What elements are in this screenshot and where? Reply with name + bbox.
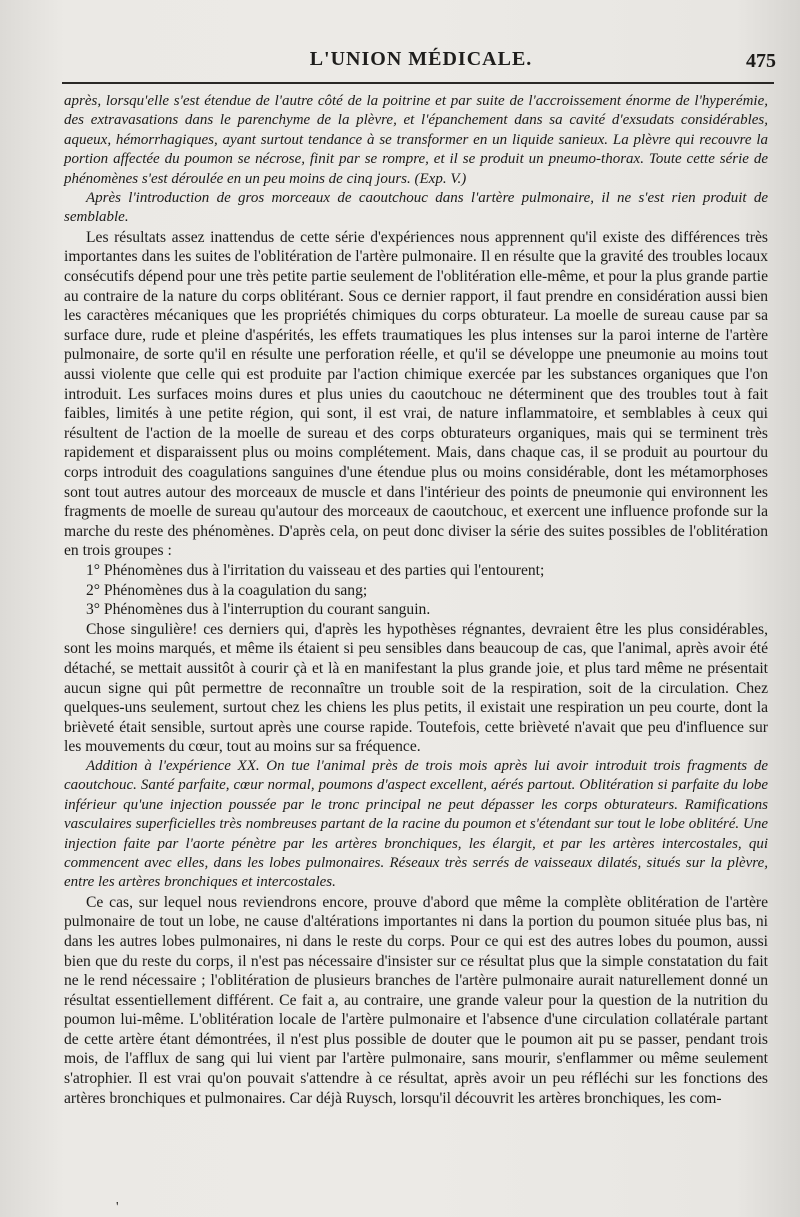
header-rule bbox=[62, 82, 774, 84]
page-header bbox=[62, 44, 780, 80]
body-text bbox=[64, 92, 768, 1108]
footer-mark: ' bbox=[116, 1200, 119, 1215]
paragraph-addition-experience-xx: Addition à l'expérience XX. On tue l'animal près de trois mois après lui avoir introduit trois fragments de caoutchouc. Santé parfaite, cœur normal, poumons d'aspect excellent, aérés partout. Oblitération si parfaite du lobe inférieur qu'une injection poussée par le tronc principal ne peut dépasser les corps obturateurs. Ramifications vasculaires superficielles très nombreuses partant de la racine du poumon et s'étendant sur tout le lobe oblitéré. Une injection faite par l'aorte pénètre par les artères bronchiques, les élargit, et par les artères intercostales, qui commencent avec elles, dans les lobes pulmonaires. Réseaux très serrés de vaisseaux dilatés, situés sur la plèvre, entre les artères bronchiques et intercostales. bbox=[64, 757, 768, 891]
running-title: L'UNION MÉDICALE. bbox=[309, 48, 533, 70]
list-item-coagulation: 2° Phénomènes dus à la coagulation du sang; bbox=[86, 581, 368, 599]
list-item-interruption: 3° Phénomènes dus à l'interruption du courant sanguin. bbox=[86, 601, 431, 619]
paragraph-ce-cas: Ce cas, sur lequel nous reviendrons encore, prouve d'abord que même la complète oblitération de l'artère pulmonaire de tout un lobe, ne cause d'altérations importantes ni dans la portion du poumon située plus bas, ni dans les autres lobes pulmonaires, ni dans le reste du corps. Pour ce qui est des autres lobes du poumon, aussi bien que du reste du corps, il n'est pas nécessaire d'insister sur ce résultat plus que la simple constatation du fait ne le rend nécessaire ; l'oblitération de plusieurs branches de l'artère pulmonaire aurait naturellement donné un résultat essentiellement différent. Ce fait a, au contraire, une grande valeur pour la question de la nutrition du poumon lui-même. L'oblitération locale de l'artère pulmonaire et l'absence d'une circulation collatérale partant de cette artère étant démontrées, il n'est plus possible de douter que le poumon ait pu se passer, pendant trois mois, de l'afflux de sang qui lui vient par l'artère pulmonaire, sans mourir, s'enflammer ou même seulement s'atrophier. Il est vrai qu'on pouvait s'attendre à ce résultat, après avoir un peu réfléchi sur les fonctions des artères bronchiques et pulmonaires. Car déjà Ruysch, lorsqu'il découvrit les artères bronchiques, les com- bbox=[64, 893, 768, 1107]
page-number: 475 bbox=[746, 50, 776, 72]
paragraph-chose-singuliere: Chose singulière! ces derniers qui, d'après les hypothèses régnantes, devraient être les plus considérables, sont les moins marqués, et même ils étaient si peu sensibles dans beaucoup de cas, que l'animal, après avoir été détaché, se mettait aussitôt à courir çà et là en manifestant la plus grande joie, et plus tard même ne présentait aucun signe qui pût permettre de reconnaître un trouble soit de la respiration, soit de la circulation. Chez quelques-uns seulement, surtout chez les chiens les plus petits, il existait une respiration un peu courte, dont la brièveté était sensible, surtout après une course rapide. Toutefois, cette brièveté n'avait que peu d'influence sur les mouvements du cœur, tout au moins sur sa fréquence. bbox=[64, 620, 768, 756]
paragraph-exp-v-continuation: après, lorsqu'elle s'est étendue de l'autre côté de la poitrine et par suite de l'accroissement énorme de l'hyperémie, des extravasations dans le parenchyme de la plèvre, et l'épanchement dans sa cavité d'exsudats considérables, aqueux, hémorrhagiques, ayant surtout tendance à se transformer en un liquide sanieux. La plèvre qui recouvre la portion affectée du poumon se nécrose, finit par se rompre, et il se produit un pneumo-thorax. Toute cette série de phénomènes s'est déroulée en un peu moins de cinq jours. (Exp. V.) bbox=[64, 93, 768, 187]
paragraph-results: Les résultats assez inattendus de cette série d'expériences nous apprennent qu'il existe des différences très importantes dans les suites de l'oblitération de l'artère pulmonaire. Il en résulte que la gravité des troubles locaux consécutifs dépend pour une très petite partie seulement de l'oblitération elle-même, et pour la plus grande partie au contraire de la nature du corps oblitérant. Sous ce dernier rapport, il faut prendre en considération aussi bien les caractères mécaniques que les propriétés chimiques du corps obturateur. La moelle de sureau cause par sa surface dure, rude et pleine d'aspérités, les effets traumatiques les plus intenses sur la paroi interne de l'artère pulmonaire, de sorte qu'il en résulte une perforation réelle, et qu'il se développe une pneumonie au moins tout aussi violente que celle qui est produite par l'action chimique exercée par les substances organiques que l'on introduit. Les surfaces moins dures et plus unies du caoutchouc ne déterminent que des troubles tout à fait faibles, limités à une petite région, qui sont, il est vrai, de nature inflammatoire, et semblables à ceux qui résultent de l'action de la moelle de sureau et des corps obturateurs organiques, mais qui se terminent très rapidement et disparaissent plus ou moins complétement. Mais, dans chaque cas, il se produit au pourtour du corps introduit des coagulations sanguines d'une étendue plus ou moins considérable, dont les métamorphoses sont tout autres autour des morceaux de muscle et dans l'intérieur des points de pneumonie qui environnent les fragments de moelle de sureau qu'autour des morceaux de caoutchouc, et exercent une influence profonde sur la marche du reste des phénomènes. D'après cela, on peut donc diviser la série des suites possibles de l'oblitération en trois groupes : bbox=[64, 228, 768, 560]
paragraph-caoutchouc-note: Après l'introduction de gros morceaux de caoutchouc dans l'artère pulmonaire, il ne s'est rien produit de semblable. bbox=[64, 190, 768, 226]
list-item-irritation: 1° Phénomènes dus à l'irritation du vaisseau et des parties qui l'entourent; bbox=[86, 561, 545, 579]
